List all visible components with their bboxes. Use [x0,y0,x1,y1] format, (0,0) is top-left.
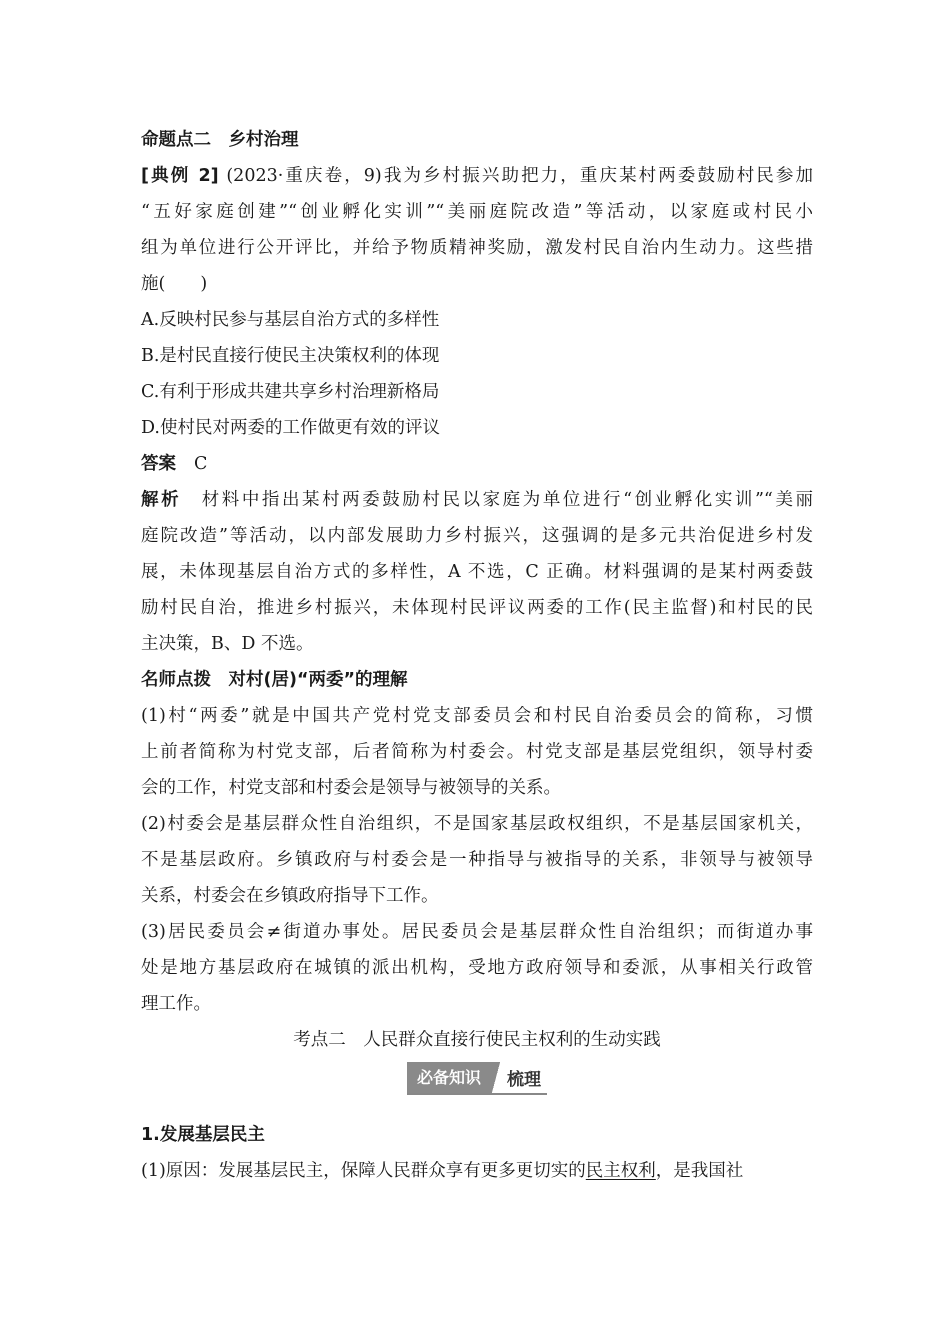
banner-right-label: 梳理 [507,1070,541,1090]
tips-p1-line-1: (1)村“两委”就是中国共产党村党支部委员会和村民自治委员会的简称，习惯 [141,706,813,726]
tips-p2-line-1: (2)村委会是基层群众性自治组织，不是国家基层政权组织，不是基层国家机关， [141,814,813,834]
example-line-1: [典例 2] (2023·重庆卷，9)我为乡村振兴助把力，重庆某村两委鼓励村民参加 [141,166,814,186]
option-b: B.是村民直接行使民主决策权利的体现 [141,346,440,366]
analysis-line-5: 主决策，B、D 不选。 [141,634,314,654]
tips-p3-line-3: 理工作。 [141,994,211,1014]
option-c: C.有利于形成共建共享乡村治理新格局 [141,382,440,402]
answer-line [141,446,813,482]
knowledge-heading: 1.发展基层民主 [141,1125,265,1145]
knowledge-line-1: (1)原因：发展基层民主，保障人民群众享有更多更切实的民主权利，是我国社 [141,1161,744,1181]
analysis-line-1: 解析 材料中指出某村两委鼓励村民以家庭为单位进行“创业孵化实训”“美丽 [141,490,814,510]
tips-p1-line-3: 会的工作，村党支部和村委会是领导与被领导的关系。 [141,778,561,798]
analysis-label: 解析 [141,490,182,510]
tips-p3-line-2: 处是地方基层政府在城镇的派出机构，受地方政府领导和委派，从事相关行政管 [141,958,813,978]
answer-value: C [194,454,208,474]
analysis-line-2: 庭院改造”等活动，以内部发展助力乡村振兴，这强调的是多元共治促进乡村发 [141,526,813,546]
example-line-4: 施( ) [141,274,208,294]
document-page [141,122,813,1189]
tips-p1-line-2: 上前者简称为村党支部，后者简称为村委会。村党支部是基层党组织，领导村委 [141,742,813,762]
banner-left-label: 必备知识 [407,1062,491,1093]
topic-heading: 命题点二 乡村治理 [141,130,299,150]
example-line-2: “五好家庭创建”“创业孵化实训”“美丽庭院改造”等活动，以家庭或村民小 [141,202,813,222]
analysis-line-4: 励村民自治，推进乡村振兴，未体现村民评议两委的工作(民主监督)和村民的民 [141,598,813,618]
tips-p2-line-2: 不是基层政府。乡镇政府与村委会是一种指导与被指导的关系，非领导与被领导 [141,850,813,870]
banner-slash-decoration [491,1062,501,1093]
tips-p2-line-3: 关系，村委会在乡镇政府指导下工作。 [141,886,439,906]
example-line-3: 组为单位进行公开评比，并给予物质精神奖励，激发村民自治内生动力。这些措 [141,238,813,258]
answer-label: 答案 [141,454,176,474]
example-tag: [典例 2] [141,166,219,186]
underlined-term: 民主权利 [585,1161,656,1181]
option-d: D.使村民对两委的工作做更有效的评议 [141,418,440,438]
section-banner [141,1062,813,1095]
tips-heading: 名师点拨 对村(居)“两委”的理解 [141,670,408,690]
section-title: 考点二 人民群众直接行使民主权利的生动实践 [293,1030,661,1050]
analysis-line-3: 展，未体现基层自治方式的多样性，A 不选，C 正确。材料强调的是某村两委鼓 [141,562,813,582]
tips-p3-line-1: (3)居民委员会≠街道办事处。居民委员会是基层群众性自治组织；而街道办事 [141,922,813,942]
option-a: A.反映村民参与基层自治方式的多样性 [141,310,440,330]
